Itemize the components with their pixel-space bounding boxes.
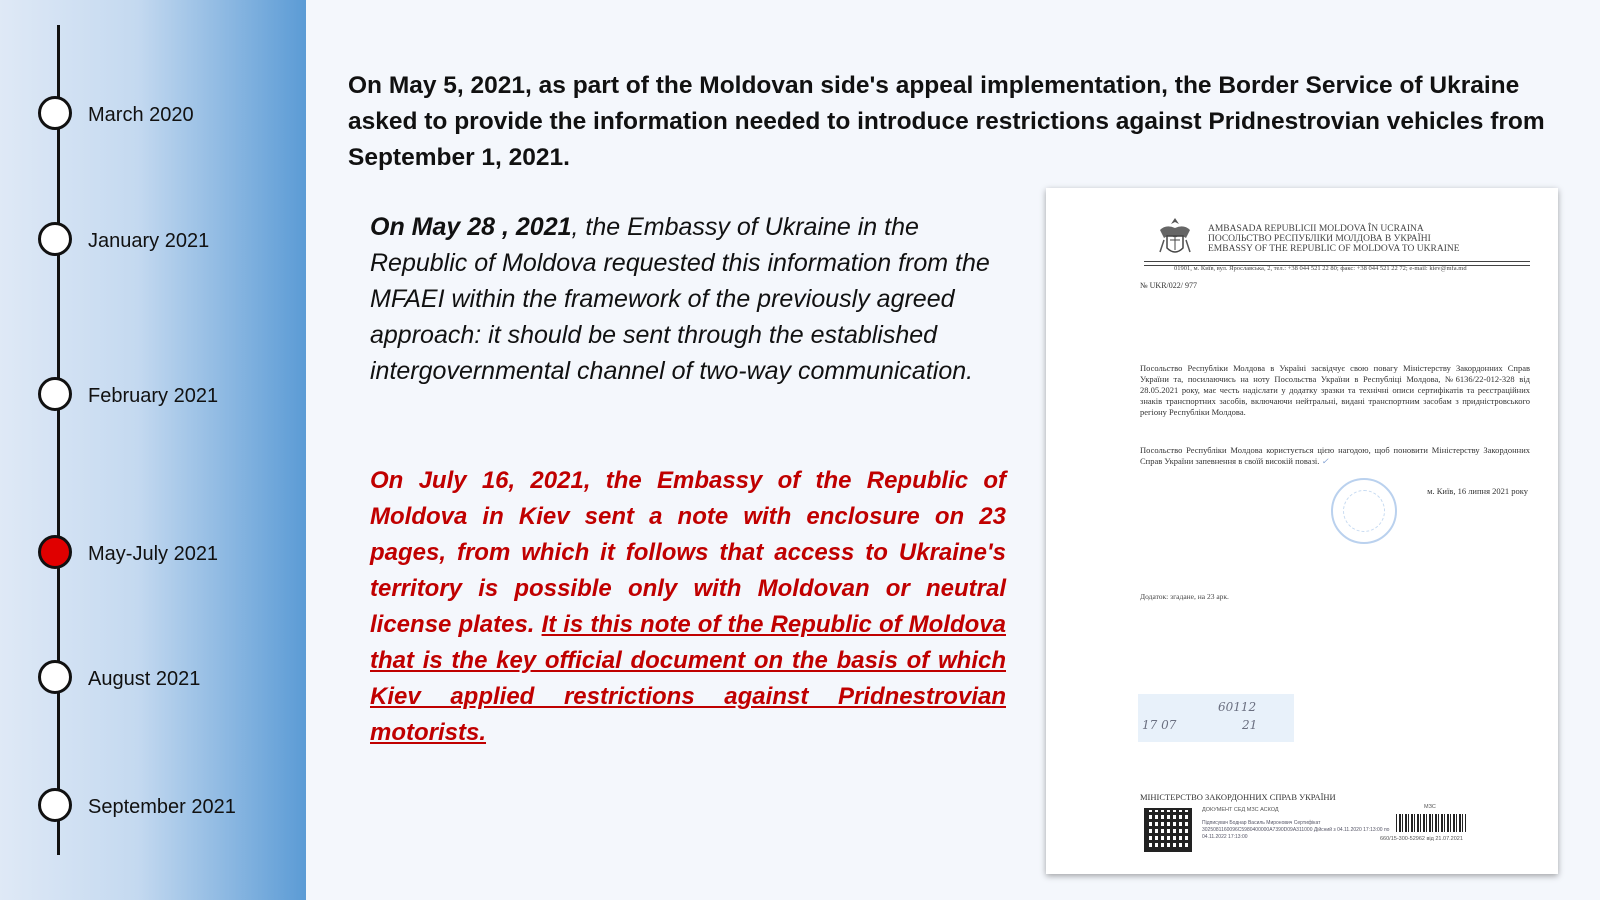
initial-mark-icon: ✓ — [1321, 456, 1329, 466]
timeline-dot — [38, 377, 72, 411]
para2-underlined: It is this note of the Republic of Moldova that is the key official document on the basis of which Kiev applied restrictions against Pridnestrovian motorists. — [370, 611, 1006, 746]
reference-number: № UKR/022/ 977 — [1140, 281, 1197, 290]
note-body-paragraph-1: Посольство Республіки Молдова в Україні засвідчує свою повагу Міністерству Закордонних Справ України та, посилаючись на ноту Посольства України в Республіці Молдова, №6136/22-012-328 від 28.05.2021 року, має честь надіслати у додатку зразки та технічні описи сертифікатів та реєстраційних знаків транспортних засобів, включаючи нейтральні, видані транспортним засобам з придністровського регіону Республіки Молдова. — [1140, 363, 1530, 417]
timeline-label: September 2021 — [88, 796, 236, 818]
para1-text: , the Embassy of Ukraine in the Republic of Moldova requested this information from the MFAEI within the framework of the previously agreed approach: it should be sent through the established intergovernmental channel of two-way communication. — [370, 213, 990, 385]
timeline-item-may-july-2021[interactable] — [38, 535, 308, 575]
sed-label: ДОКУМЕНТ СЕД МЗС АСКОД — [1202, 807, 1279, 813]
note-body-text-2: Посольство Республіки Молдова користується цією нагодою, щоб поновити Міністерству Закордонних Справ України запевнення в своїй високій повазі. — [1140, 445, 1530, 466]
timeline-label: August 2021 — [88, 668, 201, 690]
moldova-note-paragraph — [370, 463, 1006, 751]
headline: On May 5, 2021, as part of the Moldovan side's appeal implementation, the Border Service of Ukraine asked to provide the information needed to introduce restrictions against Pridnestrovian vehicles from September 1, 2021. — [348, 72, 1545, 171]
timeline-item-september-2021[interactable] — [38, 788, 308, 828]
timeline-item-august-2021[interactable] — [38, 660, 308, 700]
diplomatic-note-image — [1046, 188, 1558, 874]
handwritten-registration — [1142, 700, 1302, 760]
mzs-label: МЗС — [1424, 804, 1436, 810]
note-body-paragraph-2 — [1140, 445, 1530, 467]
timeline-dot — [38, 660, 72, 694]
main-content — [306, 0, 1600, 900]
handwriting-number: 60112 — [1218, 700, 1257, 714]
para1-date: On May 28 , 2021 — [370, 213, 572, 241]
ministry-footer: МІНІСТЕРСТВО ЗАКОРДОННИХ СПРАВ УКРАЇНИ — [1140, 792, 1336, 802]
timeline-line — [57, 25, 60, 855]
letterhead-ro: AMBASADA REPUBLICII MOLDOVA ÎN UCRAINA — [1208, 224, 1424, 234]
timeline-dot — [38, 788, 72, 822]
moldova-coat-of-arms-icon — [1156, 216, 1194, 260]
seal-inner-ring — [1343, 490, 1385, 532]
timeline-label: February 2021 — [88, 385, 219, 407]
timeline-dot-active — [38, 535, 72, 569]
timeline-item-january-2021[interactable] — [38, 222, 308, 262]
letterhead-en: EMBASSY OF THE REPUBLIC OF MOLDOVA TO UKRAINE — [1208, 244, 1460, 254]
barcode-text: 660/15-300-52962 від 21.07.2021 — [1380, 836, 1463, 842]
embassy-request-paragraph — [370, 209, 1000, 389]
embassy-seal-icon — [1331, 478, 1397, 544]
timeline-dot — [38, 96, 72, 130]
para2-text: On July 16, 2021, the Embassy of the Republic of Moldova in Kiev sent a note with enclosure on 23 pages, from which it follows that access to Ukraine's territory is possible only with Moldovan or neutral license plates. — [370, 467, 1006, 638]
timeline-item-february-2021[interactable] — [38, 377, 308, 417]
handwriting-year: 21 — [1242, 718, 1258, 732]
qr-code-icon — [1144, 808, 1192, 852]
letterhead — [1208, 224, 1460, 254]
place-date: м. Київ, 16 липня 2021 року — [1427, 486, 1528, 496]
timeline-label: January 2021 — [88, 230, 210, 252]
signature-details: Підписувач Боднар Василь Миронович Сертифікат 3025081160096С5980400000A7390D09A311000 Дійсний з 04.11.2020 17:13:00 по 04.11.2022 17:13:00 — [1202, 820, 1390, 840]
timeline-dot — [38, 222, 72, 256]
timeline-label: May-July 2021 — [88, 543, 219, 565]
handwriting-date: 17 07 — [1142, 718, 1177, 732]
timeline-item-march-2020[interactable] — [38, 96, 308, 136]
barcode-icon — [1396, 814, 1466, 832]
timeline-label: March 2020 — [88, 104, 194, 126]
letterhead-uk: ПОСОЛЬСТВО РЕСПУБЛІКИ МОЛДОВА В УКРАЇНІ — [1208, 234, 1431, 244]
embassy-address: 01901, м. Київ, вул. Ярославська, 2, тел.: +38 044 521 22 80; факс: +38 044 521 22 72; e-mail: kiev@mfa.md — [1174, 265, 1467, 272]
timeline-sidebar — [0, 0, 306, 900]
attachment-note: Додаток: згадане, на 23 арк. — [1140, 592, 1229, 601]
